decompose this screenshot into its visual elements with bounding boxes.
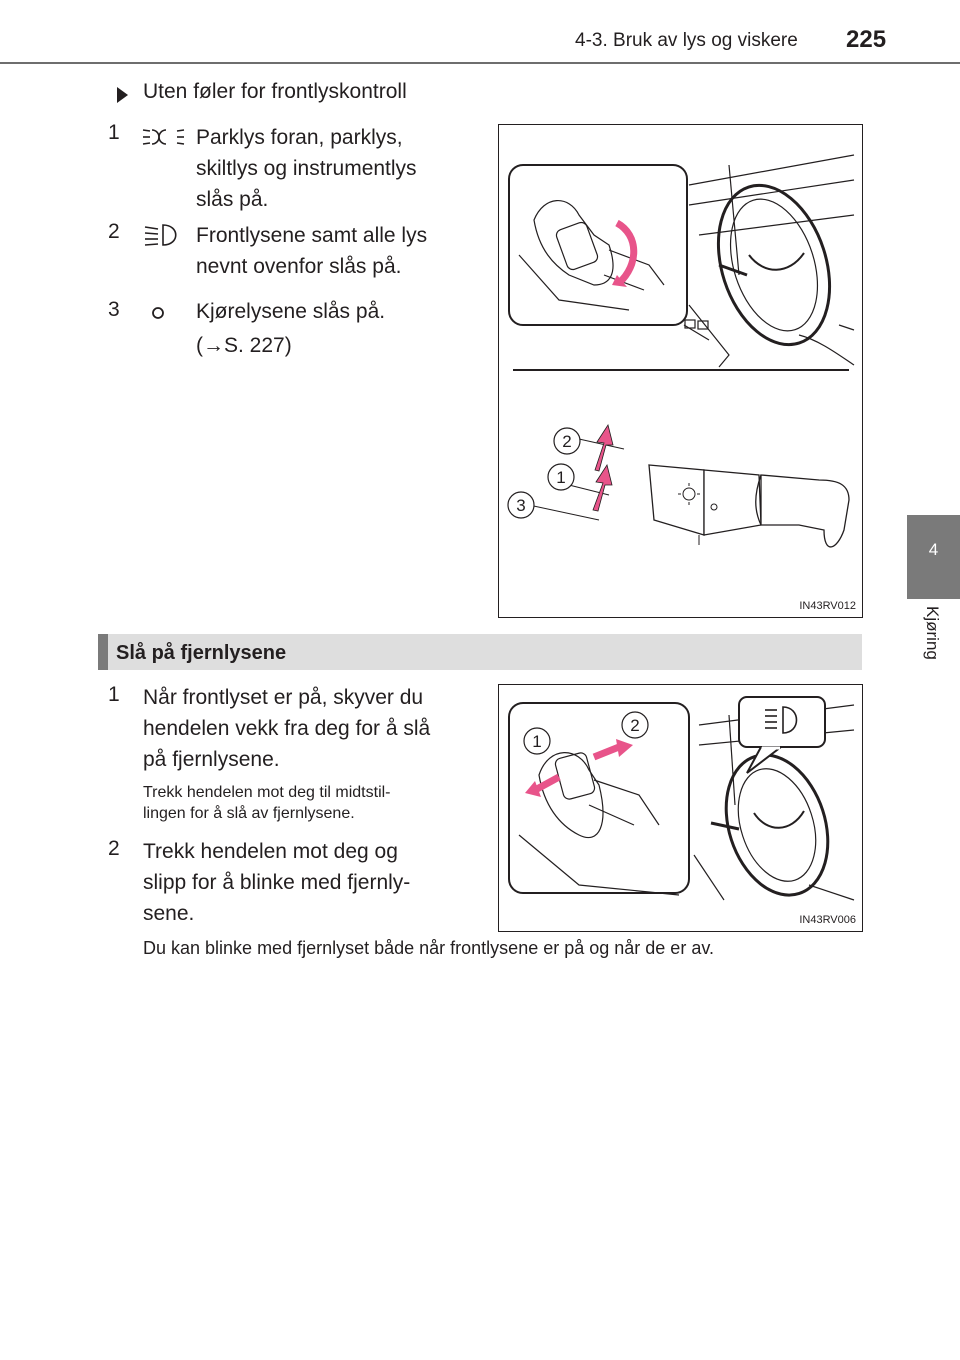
chapter-label (908, 606, 958, 686)
headlight-switch-illustration (499, 125, 862, 617)
item-number: 2 (108, 837, 120, 860)
item-number: 1 (108, 121, 120, 144)
item-number: 2 (108, 220, 120, 243)
item-note: Trekk hendelen mot deg til midtstil- lingen for å slå av fjernlysene. (143, 784, 391, 822)
item-text: Parklys foran, parklys, skiltlys og instrumentlys slås på. (196, 126, 417, 211)
item-text: Frontlysene samt alle lys nevnt ovenfor slås på. (196, 224, 428, 278)
item-text: Når frontlyset er på, skyver du hendelen vekk fra deg for å slå på fjernlysene. (143, 686, 431, 771)
subheading: Uten føler for frontlyskontroll (143, 80, 407, 103)
callout-3: 3 (516, 496, 526, 515)
item-text: Kjørelysene slås på. (196, 300, 386, 323)
figure-headlight-switch (498, 124, 863, 618)
item-number: 3 (108, 298, 120, 321)
figure-code: IN43RV006 (799, 914, 856, 926)
parking-light-icon (142, 126, 186, 148)
page-number: 225 (846, 26, 887, 53)
low-beam-icon (144, 222, 184, 248)
high-beam-illustration (499, 685, 862, 931)
figure-code: IN43RV012 (799, 600, 856, 612)
callout-1: 1 (556, 468, 566, 487)
section-banner-accent (98, 634, 108, 670)
section-heading: Slå på fjernlysene (116, 642, 287, 664)
page-reference: (→S. 227) (196, 334, 292, 357)
item-text: Trekk hendelen mot deg og slipp for å blinke med fjernly- sene. (143, 840, 411, 925)
triangle-bullet-icon (117, 87, 128, 103)
callout-1: 1 (532, 732, 542, 751)
callout-2: 2 (562, 432, 572, 451)
header-divider (0, 62, 960, 64)
section-title: 4-3. Bruk av lys og viskere (575, 30, 798, 51)
figure-high-beam (498, 684, 863, 932)
drl-off-icon (151, 306, 165, 320)
bottom-note: Du kan blinke med fjernlyset både når frontlysene er på og når de er av. (143, 938, 714, 958)
callout-2: 2 (630, 716, 640, 735)
item-number: 1 (108, 683, 120, 706)
chapter-number: 4 (928, 540, 939, 559)
chapter-title: Kjøring (923, 606, 942, 660)
